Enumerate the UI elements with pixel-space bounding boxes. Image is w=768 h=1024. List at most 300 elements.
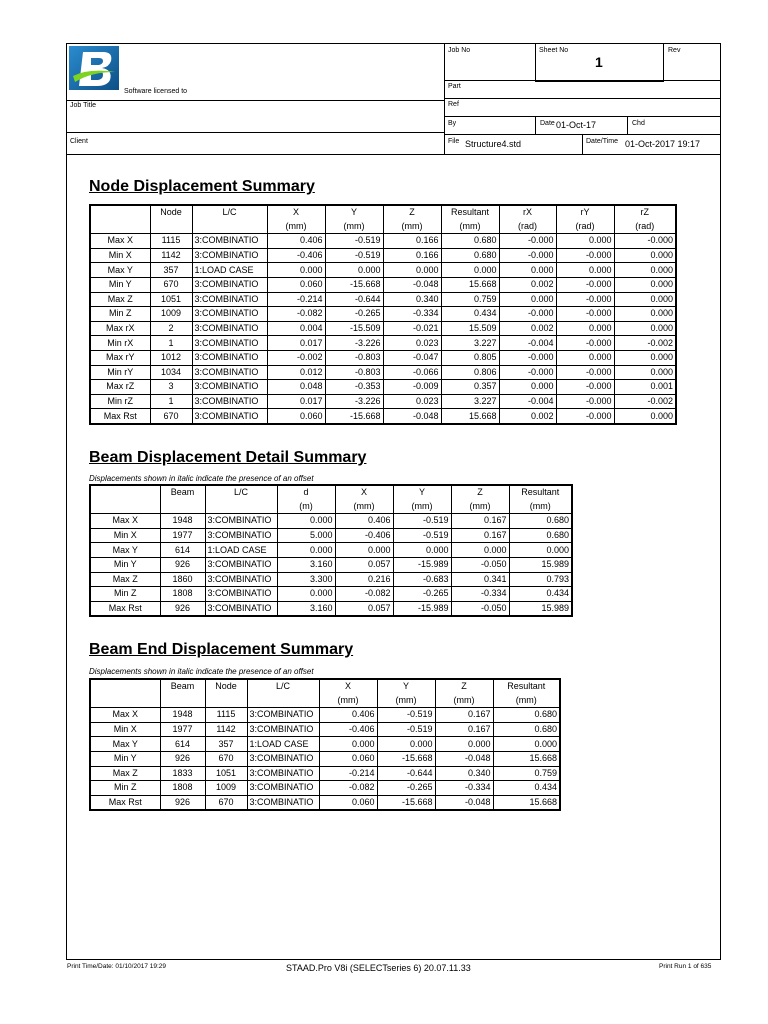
table-cell: 1051 [150,292,192,307]
column-header: Resultant [493,679,560,694]
table-cell: Max Z [90,292,150,307]
table-cell: 0.000 [319,737,377,752]
column-header: Y [325,205,383,220]
table-cell: 3.227 [441,336,499,351]
table-row [90,263,676,278]
table-row [90,557,572,572]
table-cell: 0.000 [509,543,572,558]
table-cell: 3.300 [277,572,335,587]
table-row [90,795,560,810]
table-cell: 0.680 [441,248,499,263]
table-row [90,409,676,424]
table-cell: 1833 [160,766,205,781]
table-cell: -0.519 [377,722,435,737]
table-cell: 1977 [160,722,205,737]
table-cell: 926 [160,751,205,766]
header-row [90,694,560,708]
table-cell: -0.066 [383,365,441,380]
table-cell: Max rX [90,321,150,336]
table-cell: Max rY [90,350,150,365]
table-cell: 0.000 [614,292,676,307]
table-cell: 614 [160,737,205,752]
column-header: X [267,205,325,220]
client-label: Client [70,138,88,145]
column-header: Resultant [509,485,572,500]
table-cell: 1860 [160,572,205,587]
column-header: (mm) [319,694,377,708]
column-header: L/C [247,679,319,694]
table-cell: -0.021 [383,321,441,336]
table-cell: 0.434 [441,307,499,322]
table-cell: 0.000 [499,380,556,395]
table-cell: 0.000 [499,292,556,307]
table-cell: Min Z [90,587,160,602]
table-cell: 0.060 [319,751,377,766]
table-cell: -15.668 [377,751,435,766]
table-cell: 0.048 [267,380,325,395]
table-cell: 1009 [205,781,247,796]
column-header: rY [556,205,614,220]
date-value: 01-Oct-17 [556,120,597,130]
table-cell: -15.668 [325,409,383,424]
table-cell: -0.004 [499,394,556,409]
column-header: d [277,485,335,500]
table-cell: 0.216 [335,572,393,587]
table-cell: -0.082 [335,587,393,602]
table-cell: 0.434 [493,781,560,796]
table-cell: 1977 [160,528,205,543]
table-cell: -0.214 [267,292,325,307]
table-cell: -0.004 [499,336,556,351]
table-cell: -0.644 [325,292,383,307]
table-cell: 3.160 [277,601,335,616]
table-cell: 0.166 [383,234,441,249]
table-cell: 0.680 [509,514,572,529]
table-cell: 3:COMBINATIO [205,572,277,587]
rev-label: Rev [668,47,681,54]
table-cell: 670 [150,277,192,292]
column-header: Z [451,485,509,500]
table-cell: 0.000 [267,263,325,278]
table-cell: 0.004 [267,321,325,336]
table-row [90,365,676,380]
column-header: (mm) [267,220,325,234]
column-header: (mm) [441,220,499,234]
table-cell: Min X [90,248,150,263]
header-row [90,679,560,694]
table-cell: 3:COMBINATIO [192,248,267,263]
column-header: (mm) [335,500,393,514]
header-row [90,485,572,500]
table-cell: Max X [90,708,160,723]
header-row [90,205,676,220]
table-cell: 15.989 [509,601,572,616]
table-cell: 3:COMBINATIO [192,321,267,336]
bentley-logo [69,46,119,90]
table-cell: -0.519 [377,708,435,723]
table-cell: -0.519 [325,248,383,263]
table-cell: 0.000 [614,277,676,292]
table-cell: 0.002 [499,409,556,424]
table-row [90,514,572,529]
table-cell: Max rZ [90,380,150,395]
table-cell: -15.989 [393,557,451,572]
table-cell: -0.000 [614,234,676,249]
table-cell: 670 [205,795,247,810]
table-cell: 0.002 [499,321,556,336]
column-header [90,679,160,694]
column-header: L/C [205,485,277,500]
column-header: (mm) [325,220,383,234]
table-cell: 3:COMBINATIO [205,528,277,543]
table-cell: Min rY [90,365,150,380]
table-cell: 0.000 [556,350,614,365]
date-label: Date [540,120,555,127]
table-cell: 3:COMBINATIO [247,781,319,796]
table-cell: -0.000 [499,307,556,322]
table-row [90,601,572,616]
table-cell: -0.644 [377,766,435,781]
table-cell: 3:COMBINATIO [205,587,277,602]
table-cell: 0.406 [319,708,377,723]
table-cell: 0.057 [335,557,393,572]
table-cell: 0.357 [441,380,499,395]
table-cell: Min Z [90,781,160,796]
job-no-label: Job No [448,47,471,54]
table-cell: Max Rst [90,409,150,424]
table-cell: -0.334 [451,587,509,602]
table-row [90,587,572,602]
column-header: (mm) [435,694,493,708]
table-row [90,277,676,292]
table-cell: 0.167 [451,514,509,529]
table-cell: 0.000 [451,543,509,558]
table-cell: 3:COMBINATIO [192,409,267,424]
table-cell: 0.167 [435,722,493,737]
column-header: X [319,679,377,694]
column-header: Node [205,679,247,694]
column-header [150,220,192,234]
print-time-footer: Print Time/Date: 01/10/2017 19:29 [67,963,167,970]
table-cell: 1:LOAD CASE [247,737,319,752]
table-cell: 3:COMBINATIO [205,557,277,572]
table-cell: 0.000 [325,263,383,278]
table-cell: 15.668 [441,277,499,292]
table-cell: -0.265 [377,781,435,796]
table-cell: -0.050 [451,557,509,572]
column-header: (mm) [383,220,441,234]
column-header [205,500,277,514]
table-row [90,234,676,249]
table-cell: -0.000 [556,277,614,292]
table-cell: 926 [160,557,205,572]
table-cell: 1051 [205,766,247,781]
table-cell: 3:COMBINATIO [205,601,277,616]
table-cell: Max Z [90,766,160,781]
table-cell: 3:COMBINATIO [247,722,319,737]
table-cell: 670 [150,409,192,424]
table-row [90,248,676,263]
table-cell: 1948 [160,514,205,529]
sheet-no-label: Sheet No [539,47,569,54]
table-cell: -0.406 [267,248,325,263]
table-cell: 1808 [160,587,205,602]
table-cell: -3.226 [325,336,383,351]
table-cell: 1115 [150,234,192,249]
table-cell: 0.002 [499,277,556,292]
table-cell: 3:COMBINATIO [192,336,267,351]
table-cell: 0.680 [493,708,560,723]
table-cell: -0.000 [556,292,614,307]
table-cell: 1948 [160,708,205,723]
table-cell: 15.989 [509,557,572,572]
ref-label: Ref [448,101,459,108]
table-cell: 3:COMBINATIO [192,365,267,380]
table-cell: 3:COMBINATIO [192,394,267,409]
table-cell: 1142 [205,722,247,737]
table-cell: 1034 [150,365,192,380]
table-cell: -0.048 [383,277,441,292]
table-cell: 0.000 [614,248,676,263]
table-cell: 3:COMBINATIO [205,514,277,529]
table-cell: -0.265 [325,307,383,322]
table-cell: Max X [90,514,160,529]
table-cell: 0.001 [614,380,676,395]
table-cell: -0.519 [393,528,451,543]
table-cell: 0.000 [493,737,560,752]
table-cell: 3:COMBINATIO [247,795,319,810]
table-cell: 0.000 [614,321,676,336]
table-cell: 0.434 [509,587,572,602]
table-cell: 3:COMBINATIO [192,380,267,395]
table-cell: 1808 [160,781,205,796]
table-cell: -0.334 [435,781,493,796]
table-cell: -15.509 [325,321,383,336]
table-cell: -0.000 [499,234,556,249]
table-row [90,528,572,543]
column-header: rX [499,205,556,220]
table-cell: Max X [90,234,150,249]
table-cell: 0.805 [441,350,499,365]
beam-end-section-title: Beam End Displacement Summary [89,641,354,658]
table-cell: 670 [205,751,247,766]
column-header [90,694,160,708]
table-row [90,394,676,409]
table-cell: 357 [205,737,247,752]
table-cell: Max Z [90,572,160,587]
table-cell: 0.680 [441,234,499,249]
column-header: (mm) [451,500,509,514]
table-cell: 15.668 [493,751,560,766]
print-run-footer: Print Run 1 of 635 [659,963,712,970]
column-header [192,220,267,234]
table-cell: 1142 [150,248,192,263]
table-cell: 0.060 [319,795,377,810]
table-row [90,737,560,752]
table-cell: 3.160 [277,557,335,572]
table-cell: 0.000 [435,737,493,752]
report-page [66,43,721,960]
table-cell: -0.406 [319,722,377,737]
column-header: Z [383,205,441,220]
beam-detail-section-title: Beam Displacement Detail Summary [89,449,367,466]
table-cell: 1012 [150,350,192,365]
table-row [90,572,572,587]
column-header: (mm) [393,500,451,514]
header-row [90,500,572,514]
column-header: Z [435,679,493,694]
table-cell: 0.000 [614,350,676,365]
table-cell: Min Y [90,277,150,292]
table-row [90,350,676,365]
table-cell: 0.000 [441,263,499,278]
table-cell: 357 [150,263,192,278]
table-cell: 0.000 [377,737,435,752]
table-cell: -0.406 [335,528,393,543]
column-header: (rad) [614,220,676,234]
table-cell: -15.989 [393,601,451,616]
table-cell: Min Y [90,751,160,766]
table-cell: -0.000 [499,350,556,365]
table-cell: Min Z [90,307,150,322]
table-cell: 0.017 [267,394,325,409]
table-row [90,766,560,781]
table-cell: Min Y [90,557,160,572]
table-cell: 0.000 [277,543,335,558]
beam-end-offset-note: Displacements shown in italic indicate the presence of an offset [89,667,314,676]
column-header [205,694,247,708]
table-cell: 1 [150,336,192,351]
table-row [90,708,560,723]
column-header: (rad) [499,220,556,234]
table-row [90,722,560,737]
table-cell: -3.226 [325,394,383,409]
table-cell: -0.047 [383,350,441,365]
table-cell: 5.000 [277,528,335,543]
column-header: (mm) [509,500,572,514]
table-cell: -0.048 [435,795,493,810]
table-cell: 0.000 [393,543,451,558]
table-cell: 0.341 [451,572,509,587]
chd-label: Chd [632,120,645,127]
table-cell: 614 [160,543,205,558]
table-cell: Min X [90,528,160,543]
sheet-no-value: 1 [595,54,603,70]
table-cell: 0.167 [435,708,493,723]
header-row [90,220,676,234]
table-row [90,543,572,558]
table-cell: 0.680 [509,528,572,543]
table-cell: -0.082 [267,307,325,322]
table-cell: -0.048 [435,751,493,766]
table-cell: -0.000 [556,248,614,263]
table-cell: 0.000 [614,263,676,278]
table-cell: 0.000 [277,587,335,602]
beam-detail-offset-note: Displacements shown in italic indicate the presence of an offset [89,474,314,483]
beam-detail-table [89,484,573,617]
table-cell: Max Y [90,263,150,278]
table-cell: -0.519 [393,514,451,529]
table-cell: 2 [150,321,192,336]
part-label: Part [448,83,461,90]
table-cell: 3:COMBINATIO [247,766,319,781]
table-cell: 0.000 [614,409,676,424]
job-title-label: Job Title [70,102,97,109]
table-cell: 15.509 [441,321,499,336]
table-cell: 0.017 [267,336,325,351]
table-cell: 3:COMBINATIO [192,307,267,322]
table-cell: -0.000 [556,336,614,351]
column-header: (mm) [377,694,435,708]
table-cell: 0.340 [435,766,493,781]
datetime-value: 01-Oct-2017 19:17 [625,139,701,149]
column-header: Beam [160,679,205,694]
table-cell: -0.803 [325,365,383,380]
table-cell: -0.265 [393,587,451,602]
table-cell: 0.000 [335,543,393,558]
table-cell: -0.803 [325,350,383,365]
table-cell: 3:COMBINATIO [192,277,267,292]
table-row [90,307,676,322]
table-cell: 0.406 [267,234,325,249]
table-cell: 0.000 [556,234,614,249]
table-cell: -0.214 [319,766,377,781]
table-row [90,380,676,395]
table-cell: Min X [90,722,160,737]
column-header: rZ [614,205,676,220]
column-header [90,485,160,500]
table-cell: 0.000 [614,365,676,380]
table-cell: 3:COMBINATIO [247,751,319,766]
file-label: File [448,138,460,145]
by-label: By [448,120,457,127]
table-cell: 1 [150,394,192,409]
table-cell: -15.668 [377,795,435,810]
table-row [90,321,676,336]
table-cell: -0.000 [499,248,556,263]
column-header: (rad) [556,220,614,234]
node-displacement-table [89,204,677,425]
table-cell: 1:LOAD CASE [205,543,277,558]
table-cell: -0.000 [499,365,556,380]
table-cell: -0.353 [325,380,383,395]
table-cell: 0.000 [556,321,614,336]
table-row [90,292,676,307]
table-cell: 3:COMBINATIO [192,234,267,249]
table-cell: 0.000 [277,514,335,529]
column-header: Y [377,679,435,694]
column-header [160,694,205,708]
table-cell: -0.000 [556,307,614,322]
column-header [90,500,160,514]
table-cell: -0.002 [614,394,676,409]
column-header: (mm) [493,694,560,708]
table-cell: -0.002 [614,336,676,351]
table-cell: 0.060 [267,277,325,292]
table-cell: 3:COMBINATIO [192,350,267,365]
column-header [160,500,205,514]
table-cell: 3:COMBINATIO [192,292,267,307]
column-header [90,220,150,234]
table-cell: 0.680 [493,722,560,737]
column-header [90,205,150,220]
column-header: Beam [160,485,205,500]
table-cell: 926 [160,601,205,616]
table-cell: 0.057 [335,601,393,616]
table-cell: 0.406 [335,514,393,529]
table-cell: 0.167 [451,528,509,543]
table-cell: 0.060 [267,409,325,424]
